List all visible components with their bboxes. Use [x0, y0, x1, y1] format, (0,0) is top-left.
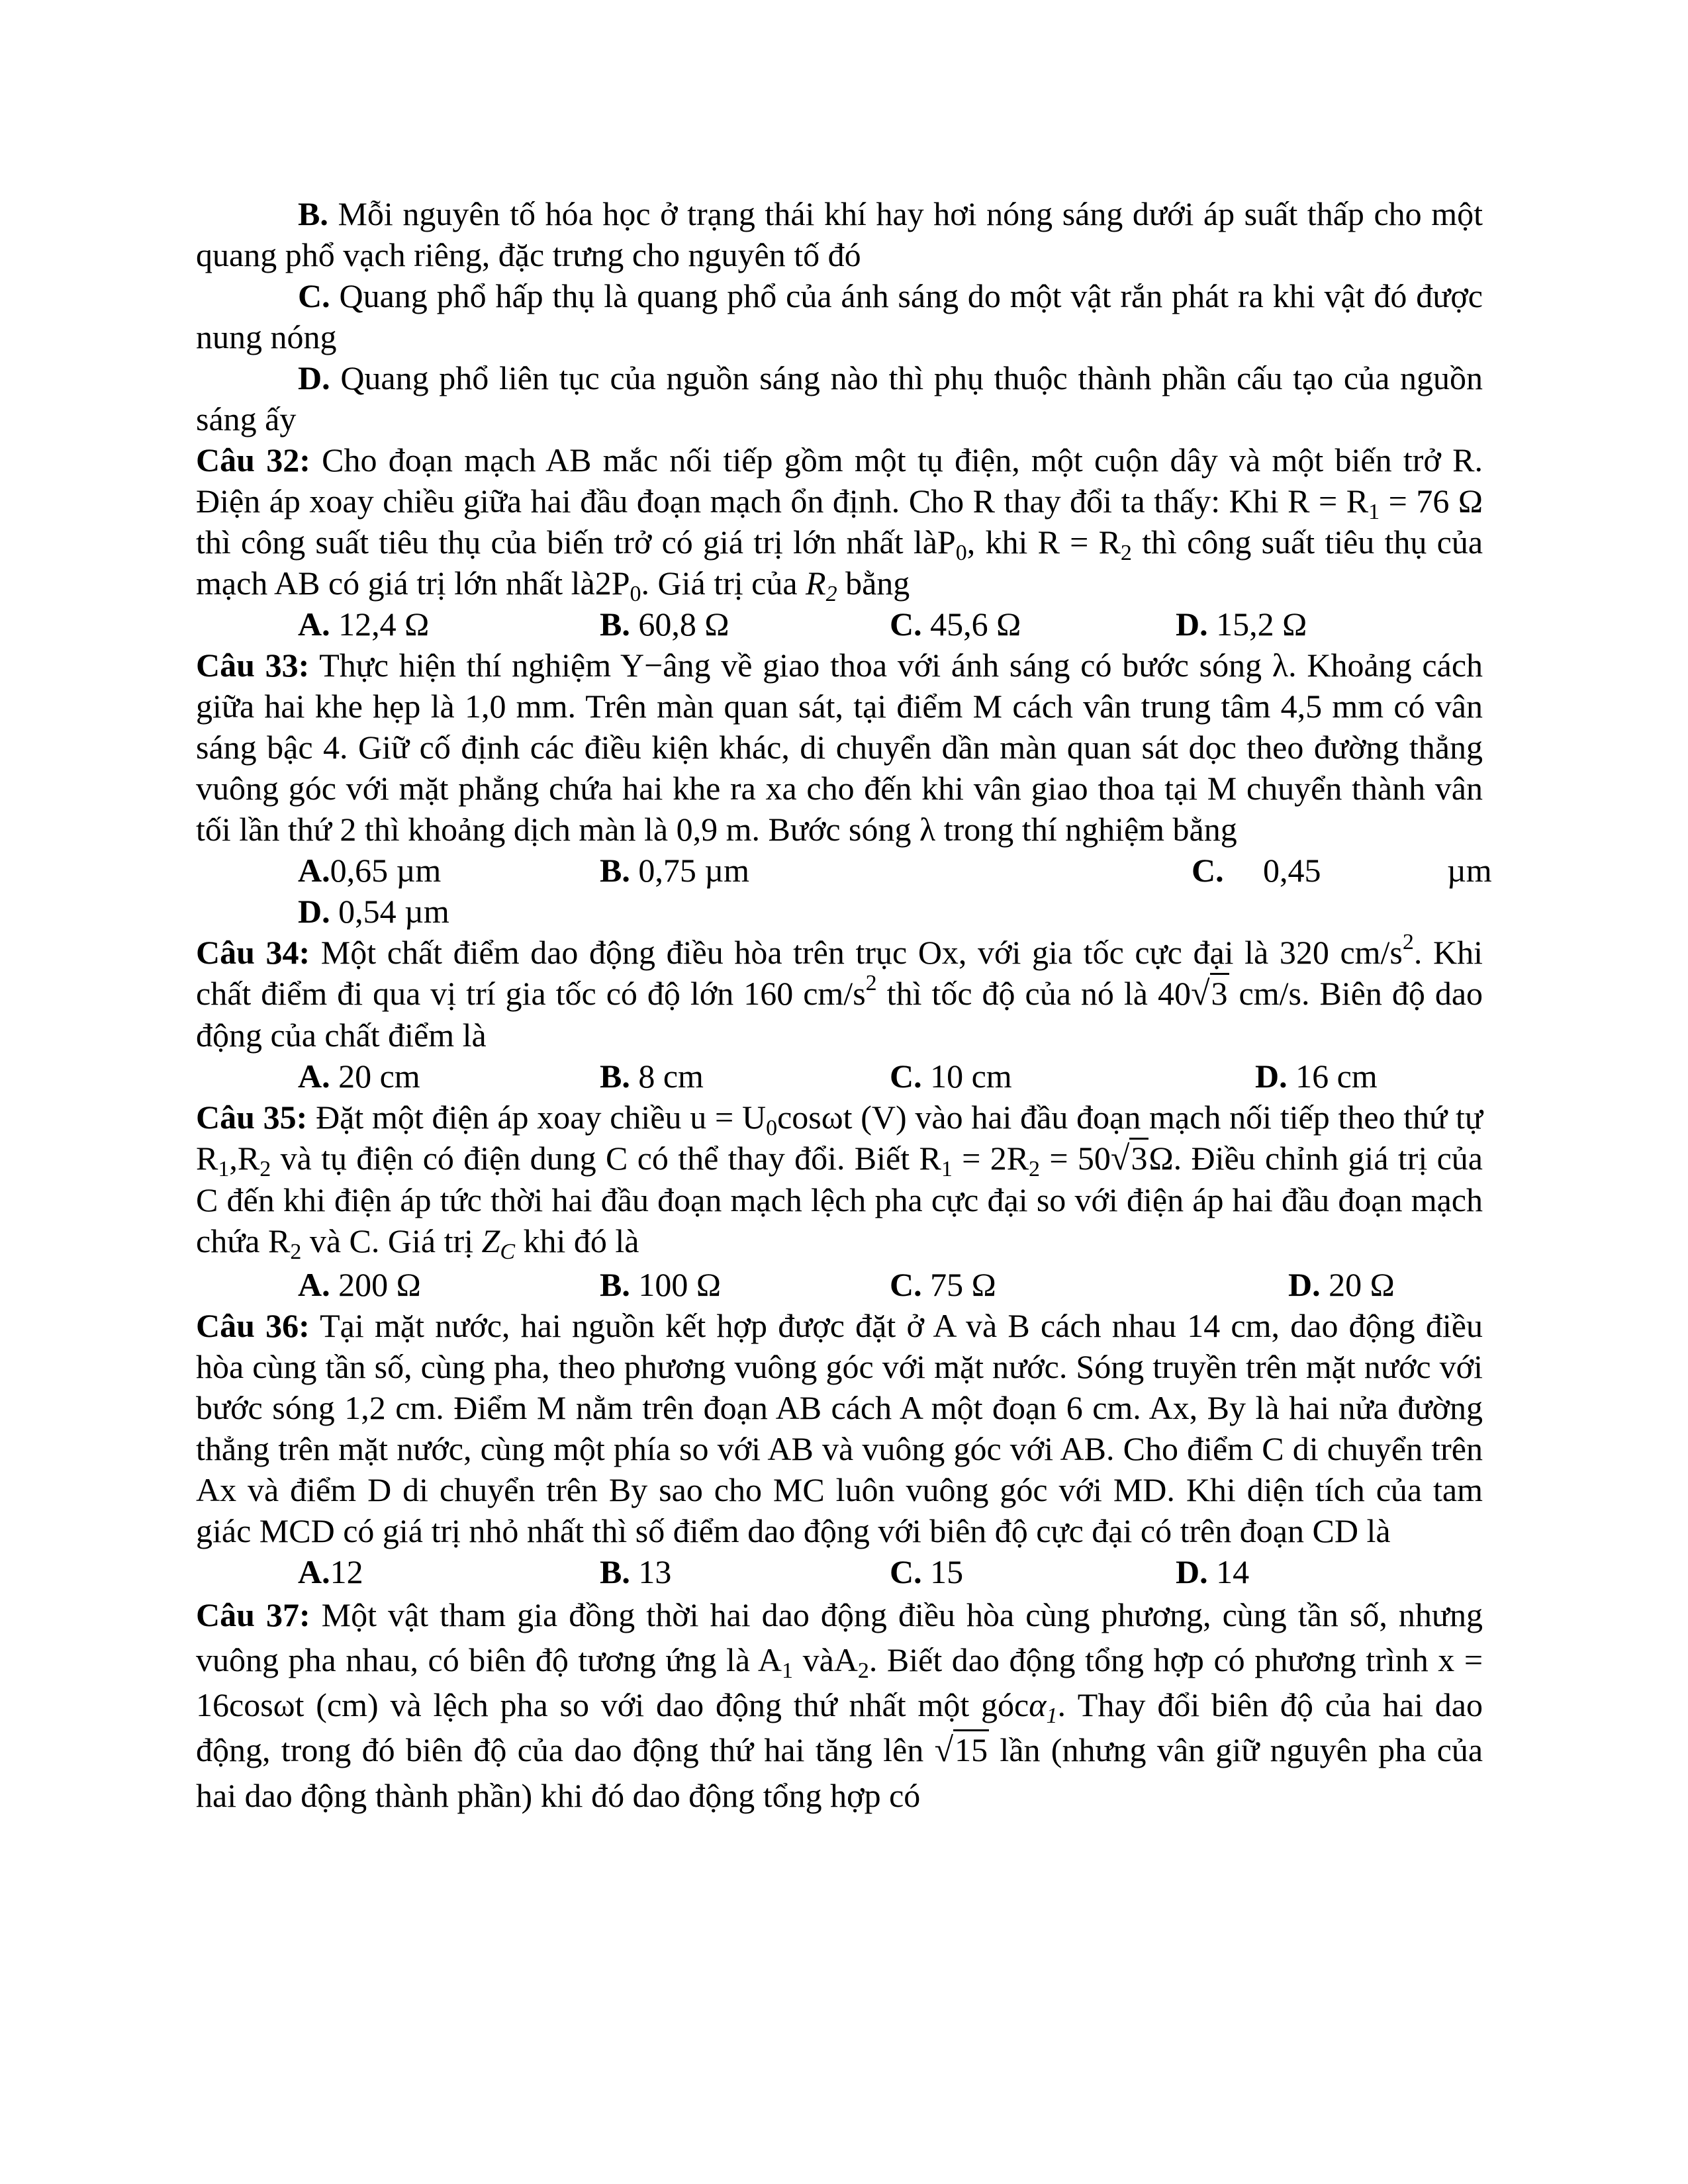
q34-stem: Câu 34: Một chất điểm dao động điều hòa trên trục Ox, với gia tốc cực đại là 320 $cm/s^2$. Khi chất điểm đi qua vị trí gia tốc có độ lớn 160 $cm/s^2$ thì tốc độ của nó là 40√3 cm/s. Biên độ dao động của chất điểm là	[196, 930, 1483, 1054]
q34-option-a: A. 20 cm	[298, 1058, 420, 1095]
q32-formula-2p0: $2P_0$	[594, 565, 641, 606]
q35-formula-zc: $Z_C$	[481, 1222, 516, 1264]
q33-stem: Câu 33: Thực hiện thí nghiệm Y−âng về giao thoa với ánh sáng có bước sóng λ. Khoảng cách giữa hai khe hẹp là 1,0 mm. Trên màn quan sát, tại điểm M cách vân trung tâm 4,5 mm có vân sáng bậc 4. Giữ cố định các điều kiện khác, di chuyển dần màn quan sát dọc theo đường thẳng vuông góc với mặt phẳng chứa hai khe ra xa cho đến khi vân giao thoa tại M chuyển thành vân tối lần thứ 2 thì khoảng dịch màn là 0,9 m. Bước sóng λ trong thí nghiệm bằng	[196, 647, 1483, 848]
q36-option-a: A.12	[298, 1553, 363, 1590]
q34-option-c: C. 10 cm	[890, 1058, 1012, 1095]
q34-option-d: D. 16 cm	[1255, 1058, 1378, 1095]
q33-option-b: B. 0,75 µm	[600, 852, 750, 889]
q37-formula-x: x = 16cosωt	[196, 1641, 1483, 1723]
q32-stem: Câu 32: Cho đoạn mạch AB mắc nối tiếp gồm một tụ điện, một cuộn dây và một biến trở R. Điện áp xoay chiều giữa hai đầu đoạn mạch ổn định. Cho R thay đổi ta thấy: Khi $R = R_1 = 76$ Ω thì công suất tiêu thụ của biến trở có giá trị lớn nhất làP$_0$, khi $R = R_2$ thì công suất tiêu thụ của mạch AB có giá trị lớn nhất $là2P_0$. Giá trị của $R_2$ bằng	[196, 441, 1483, 606]
q32-formula-r2-italic: $R_2$	[806, 565, 837, 606]
text-column	[196, 193, 1492, 1818]
q36-label: Câu 36:	[196, 1307, 310, 1344]
q37-formula-alpha: $\alpha_1$	[1029, 1686, 1058, 1728]
q33-option-c-value: 0,45	[1263, 852, 1321, 889]
q35-option-b: B. 100 Ω	[600, 1266, 722, 1303]
q35-option-c: C. 75 Ω	[890, 1266, 996, 1303]
q35-options	[196, 1264, 1483, 1305]
q35-option-d: D. 20 Ω	[1288, 1266, 1395, 1303]
q35-stem: Câu 35: Đặt một điện áp xoay chiều $u = U_0\cos\omega t$ (V) vào hai đầu đoạn mạch nối tiếp theo thứ tự $R_1,R_2$ và tụ điện có điện dung C có thể thay đổi. Biết $R_1 = 2R_2 = 50√3\Omega$. Điều chỉnh giá trị của C đến khi điện áp tức thời hai đầu đoạn mạch lệch pha cực đại so với điện áp hai đầu đoạn mạch chứa $R_2$ và C. Giá trị $Z_C$ khi đó là	[196, 1099, 1483, 1264]
q37-formula-a2: $A_2$	[833, 1641, 869, 1683]
q33-options	[196, 850, 1492, 891]
q32-options	[196, 604, 1483, 645]
q37-formula-a1: $A_1$	[757, 1641, 794, 1683]
q35-formula-resistance: $R_1 = 2R_2 = 50√3\Omega$	[919, 1140, 1173, 1177]
q33-options-2	[196, 891, 1483, 932]
q33-option-c-label: C.	[1192, 852, 1224, 889]
q34-options	[196, 1056, 1483, 1097]
q31-option-d: D. Quang phổ liên tục của nguồn sáng nào thì phụ thuộc thành phần cấu tạo của nguồn sáng ấy	[196, 359, 1483, 437]
q32-formula-r1: $R = R_1 = 76$ Ω	[1288, 482, 1483, 524]
q36-option-b: B. 13	[600, 1553, 672, 1590]
q33-label: Câu 33:	[196, 647, 310, 684]
q34-label: Câu 34:	[196, 934, 310, 971]
q32-option-b: B. 60,8 Ω	[600, 606, 729, 643]
q35-formula-r1r2: $R_1,R_2$	[196, 1140, 271, 1181]
q32-option-a: A. 12,4 Ω	[298, 606, 430, 643]
q35-label: Câu 35:	[196, 1099, 308, 1136]
q32-option-c: C. 45,6 Ω	[890, 606, 1021, 643]
q36-option-d: D. 14	[1176, 1553, 1250, 1590]
q34-formula-velocity: 40√3	[1158, 975, 1229, 1012]
q36-option-c: C. 15	[890, 1553, 964, 1590]
q32-option-d: D. 15,2 Ω	[1176, 606, 1307, 643]
q32-label: Câu 32:	[196, 441, 310, 478]
q34-option-b: B. 8 cm	[600, 1058, 704, 1095]
q37-formula-sqrt15: √15	[935, 1731, 990, 1768]
q35-option-a: A. 200 Ω	[298, 1266, 421, 1303]
q33-option-a: A.0,65 µm	[298, 852, 442, 889]
q33-option-c-unit: µm	[1447, 852, 1492, 889]
q32-formula-r2: $R = R_2$	[1037, 523, 1132, 565]
q33-option-d: D. 0,54 µm	[298, 893, 449, 930]
q37-stem: Câu 37: Một vật tham gia đồng thời hai dao động điều hòa cùng phương, cùng tần số, nhưng vuông pha nhau, có biên độ tương ứng là $A_1$ vàA$_2$. Biết dao động tổng hợp có phương trình x = 16cosωt (cm) và lệch pha so với dao động thứ nhất một gócα$_1$. Thay đổi biên độ của hai dao động, trong đó biên độ của dao động thứ hai tăng lên √15 lần (nhưng vân giữ nguyên pha của hai dao động thành phần) khi đó dao động tổng hợp có	[196, 1596, 1483, 1814]
q35-formula-r2: $R_2$	[267, 1222, 302, 1264]
q32-formula-p0: $P_0$	[937, 523, 967, 565]
q31-option-b: B. Mỗi nguyên tố hóa học ở trạng thái khí hay hơi nóng sáng dưới áp suất thấp cho một quang phổ vạch riêng, đặc trưng cho nguyên tố đó	[196, 195, 1483, 273]
q31-option-c: C. Quang phổ hấp thụ là quang phổ của ánh sáng do một vật rắn phát ra khi vật đó được nung nóng	[196, 277, 1483, 355]
q37-label: Câu 37:	[196, 1596, 310, 1633]
q36-stem: Câu 36: Tại mặt nước, hai nguồn kết hợp được đặt ở A và B cách nhau 14 cm, dao động điều hòa cùng tần số, cùng pha, theo phương vuông góc với mặt nước. Sóng truyền trên mặt nước với bước sóng 1,2 cm. Điểm M nằm trên đoạn AB cách A một đoạn 6 cm. Ax, By là hai nửa đường thẳng trên mặt nước, cùng một phía so với AB và vuông góc với AB. Cho điểm C di chuyển trên Ax và điểm D di chuyển trên By sao cho MC luôn vuông góc với MD. Khi diện tích của tam giác MCD có giá trị nhỏ nhất thì số điểm dao động với biên độ cực đại có trên đoạn CD là	[196, 1307, 1483, 1549]
q36-options	[196, 1551, 1483, 1592]
